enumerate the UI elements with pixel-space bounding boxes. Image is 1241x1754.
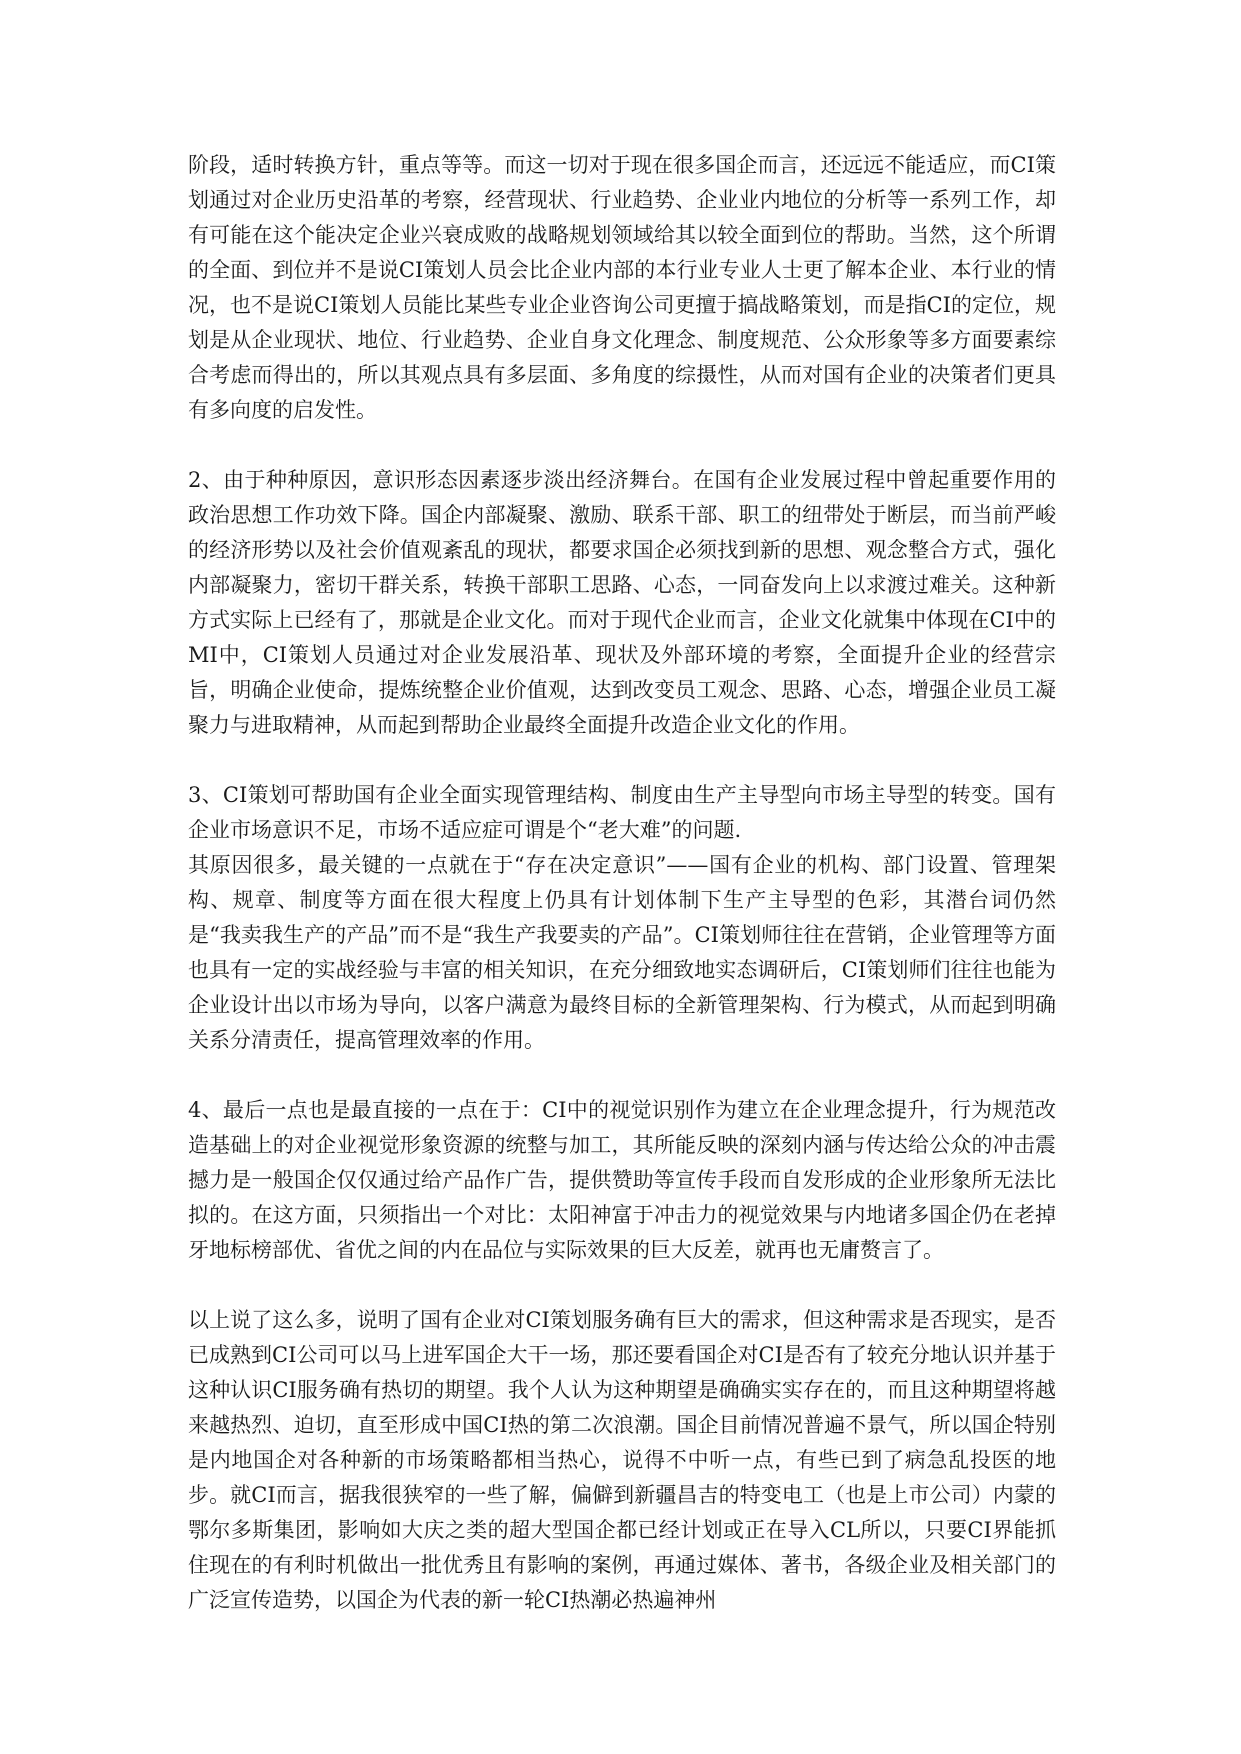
document-body (188, 148, 1056, 1653)
paragraph-point-2: 2、由于种种原因，意识形态因素逐步淡出经济舞台。在国有企业发展过程中曾起重要作用的政治思想工作功效下降。国企内部凝聚、激励、联系干部、职工的纽带处于断层，而当前严峻的经济形势以及社会价值观紊乱的现状，都要求国企必须找到新的思想、观念整合方式，强化内部凝聚力，密切干群关系，转换干部职工思路、心态，一同奋发向上以求渡过难关。这种新方式实际上已经有了，那就是企业文化。而对于现代企业而言，企业文化就集中体现在CI中的MI中，CI策划人员通过对企业发展沿革、现状及外部环境的考察，全面提升企业的经营宗旨，明确企业使命，提炼统整企业价值观，达到改变员工观念、思路、心态，增强企业员工凝聚力与进取精神，从而起到帮助企业最终全面提升改造企业文化的作用。 (188, 468, 1056, 737)
paragraph-point-3: 3、CI策划可帮助国有企业全面实现管理结构、制度由生产主导型向市场主导型的转变。国有企业市场意识不足，市场不适应症可谓是个“老大难”的问题. 其原因很多，最关键的一点就在于“存在决定意识”——国有企业的机构、部门设置、管理架构、规章、制度等方面在很大程度上仍具有计划体制下生产主导型的色彩，其潜台词仍然是“我卖我生产的产品”而不是“我生产我要卖的产品”。CI策划师往往在营销，企业管理等方面也具有一定的实战经验与丰富的相关知识，在充分细致地实态调研后，CI策划师们往往也能为企业设计出以市场为导向，以客户满意为最终目标的全新管理架构、行为模式，从而起到明确关系分清责任，提高管理效率的作用。 (188, 783, 1056, 1052)
paragraph-conclusion: 以上说了这么多，说明了国有企业对CI策划服务确有巨大的需求，但这种需求是否现实，是否已成熟到CI公司可以马上进军国企大干一场，那还要看国企对CI是否有了较充分地认识并基于这种认识CI服务确有热切的期望。我个人认为这种期望是确确实实存在的，而且这种期望将越来越热烈、迫切，直至形成中国CI热的第二次浪潮。国企目前情况普遍不景气，所以国企特别是内地国企对各种新的市场策略都相当热心，说得不中听一点，有些已到了病急乱投医的地步。就CI而言，据我很狭窄的一些了解，偏僻到新疆昌吉的特变电工（也是上市公司）内蒙的鄂尔多斯集团，影响如大庆之类的超大型国企都已经计划或正在导入CL所以，只要CI界能抓住现在的有利时机做出一批优秀且有影响的案例，再通过媒体、著书，各级企业及相关部门的广泛宣传造势，以国企为代表的新一轮CI热潮必热遍神州 (188, 1308, 1056, 1612)
paragraph-point-4: 4、最后一点也是最直接的一点在于：CI中的视觉识别作为建立在企业理念提升，行为规范改造基础上的对企业视觉形象资源的统整与加工，其所能反映的深刻内涵与传达给公众的冲击震撼力是一般国企仅仅通过给产品作广告，提供赞助等宣传手段而自发形成的企业形象所无法比拟的。在这方面，只须指出一个对比：太阳神富于冲击力的视觉效果与内地诸多国企仍在老掉牙地标榜部优、省优之间的内在品位与实际效果的巨大反差，就再也无庸赘言了。 (188, 1098, 1056, 1262)
paragraph-intro: 阶段，适时转换方针，重点等等。而这一切对于现在很多国企而言，还远远不能适应，而CI策划通过对企业历史沿革的考察，经营现状、行业趋势、企业业内地位的分析等一系列工作，却有可能在这个能决定企业兴衰成败的战略规划领域给其以较全面到位的帮助。当然，这个所谓的全面、到位并不是说CI策划人员会比企业内部的本行业专业人士更了解本企业、本行业的情况，也不是说CI策划人员能比某些专业企业咨询公司更擅于搞战略策划，而是指CI的定位，规划是从企业现状、地位、行业趋势、企业自身文化理念、制度规范、公众形象等多方面要素综合考虑而得出的，所以其观点具有多层面、多角度的综摄性，从而对国有企业的决策者们更具有多向度的启发性。 (188, 153, 1056, 422)
